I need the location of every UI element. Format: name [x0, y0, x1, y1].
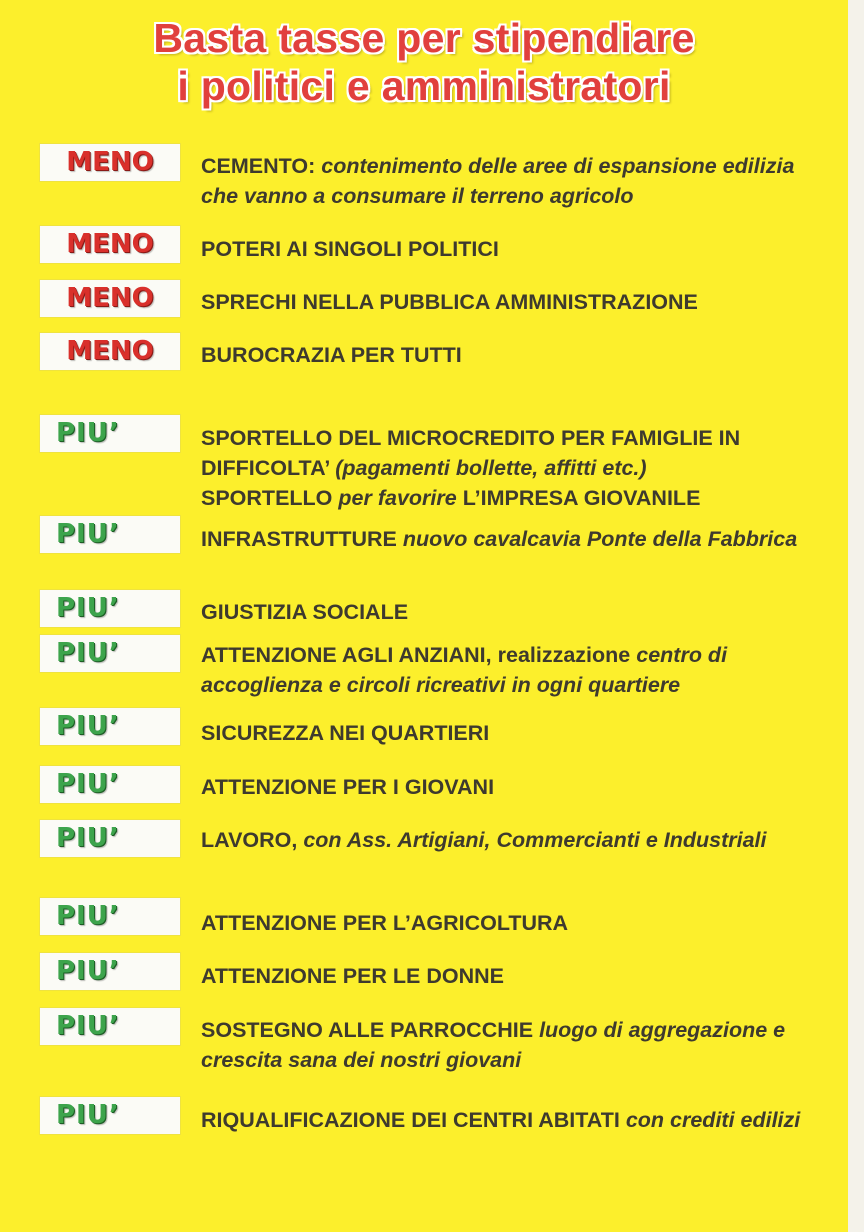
- page-title: [0, 14, 848, 110]
- item-text: [201, 423, 801, 513]
- item-text: [201, 597, 801, 627]
- item-main: CEMENTO:: [201, 154, 316, 178]
- item-line3-main: SPORTELLO: [201, 486, 333, 510]
- item-text: [201, 1015, 801, 1075]
- item-line3-end: L’IMPRESA GIOVANILE: [462, 486, 701, 510]
- item-text: [201, 961, 801, 991]
- item-main: RIQUALIFICAZIONE DEI CENTRI ABITATI: [201, 1108, 620, 1132]
- item-text: [201, 524, 801, 554]
- item-detail: luogo di aggregazione e crescita sana dei nostri giovani: [201, 1018, 786, 1072]
- piu-badge: PIU’: [40, 820, 180, 857]
- item-main: SPRECHI NELLA PUBBLICA AMMINISTRAZIONE: [201, 290, 698, 314]
- item-text: [201, 908, 801, 938]
- item-line3-detail: per favorire: [338, 486, 457, 510]
- piu-badge: PIU’: [40, 415, 180, 452]
- item-text: [201, 234, 801, 264]
- piu-badge: PIU’: [40, 590, 180, 627]
- piu-badge: PIU’: [40, 516, 180, 553]
- piu-badge: PIU’: [40, 766, 180, 803]
- piu-badge: PIU’: [40, 1097, 180, 1134]
- item-main: POTERI AI SINGOLI POLITICI: [201, 237, 499, 261]
- piu-badge: PIU’: [40, 953, 180, 990]
- meno-badge: MENO: [40, 226, 180, 263]
- item-main: ATTENZIONE PER LE DONNE: [201, 964, 505, 988]
- piu-badge: PIU’: [40, 635, 180, 672]
- title-line-1: Basta tasse per stipendiare: [153, 15, 695, 61]
- item-main: SOSTEGNO ALLE PARROCCHIE: [201, 1018, 534, 1042]
- item-main: ATTENZIONE AGLI ANZIANI,: [201, 643, 492, 667]
- item-main: ATTENZIONE PER I GIOVANI: [201, 775, 495, 799]
- item-text: [201, 772, 801, 802]
- meno-badge: MENO: [40, 333, 180, 370]
- page-edge: [848, 0, 864, 1232]
- item-main: BUROCRAZIA PER TUTTI: [201, 343, 462, 367]
- item-detail: (pagamenti bollette, affitti etc.): [335, 456, 647, 480]
- item-main: SICUREZZA NEI QUARTIERI: [201, 721, 490, 745]
- meno-badge: MENO: [40, 144, 180, 181]
- piu-badge: PIU’: [40, 898, 180, 935]
- item-text: [201, 287, 801, 317]
- item-main: GIUSTIZIA SOCIALE: [201, 600, 409, 624]
- item-main: INFRASTRUTTURE: [201, 527, 397, 551]
- meno-badge: MENO: [40, 280, 180, 317]
- item-main: LAVORO,: [201, 828, 298, 852]
- item-detail: con crediti edilizi: [625, 1108, 801, 1132]
- item-text: [201, 640, 801, 700]
- item-detail: contenimento delle aree di espansione edilizia che vanno a consumare il terreno agricolo: [201, 154, 795, 208]
- piu-badge: PIU’: [40, 1008, 180, 1045]
- item-detail: con Ass. Artigiani, Commercianti e Industriali: [303, 828, 767, 852]
- item-main: ATTENZIONE PER L’AGRICOLTURA: [201, 911, 569, 935]
- item-text: [201, 340, 801, 370]
- item-text: [201, 151, 801, 211]
- piu-badge: PIU’: [40, 708, 180, 745]
- item-main: SPORTELLO DEL MICROCREDITO PER FAMIGLIE IN DIFFICOLTA’: [201, 426, 741, 480]
- item-detail: centro di accoglienza e circoli ricreativi in ogni quartiere: [201, 643, 728, 697]
- title-line-2: i politici e amministratori: [177, 63, 671, 109]
- item-text: [201, 825, 801, 855]
- item-middle: realizzazione: [497, 643, 631, 667]
- item-text: [201, 718, 801, 748]
- item-text: [201, 1105, 801, 1135]
- item-detail: nuovo cavalcavia Ponte della Fabbrica: [402, 527, 798, 551]
